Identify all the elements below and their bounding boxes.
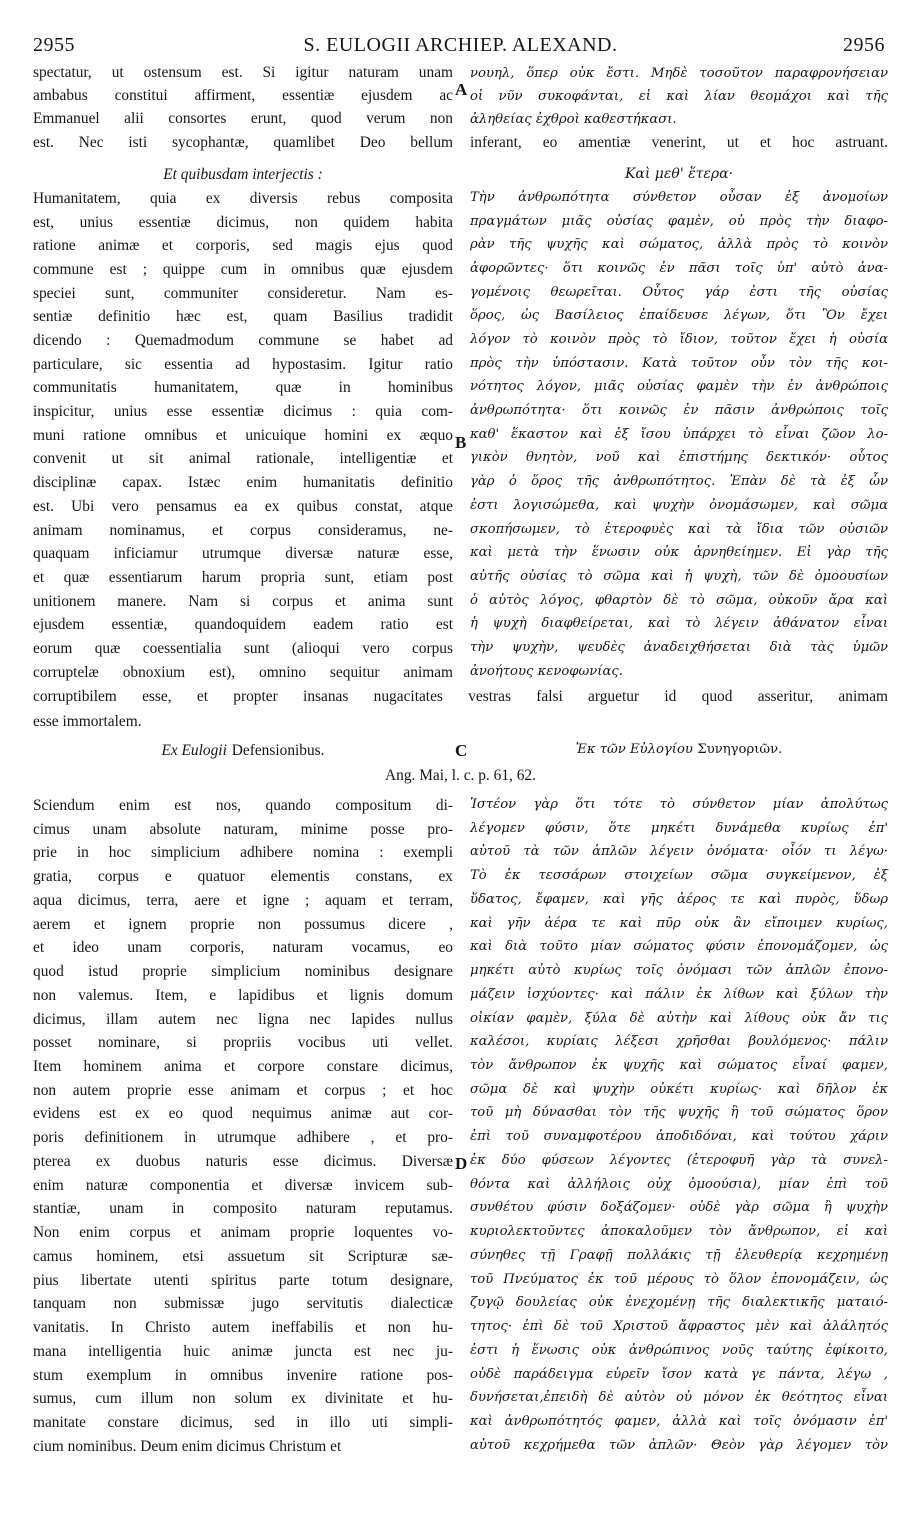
text-line: prie in hoc simplicium adhibere nomina : exempli: [33, 844, 453, 862]
greek-heading-synegorion: [470, 741, 888, 757]
text-line: μηκέτι αὐτὸ κυρίως τοῖς ὀνόμασι τῶν ἁπλῶν ἐπονο-: [470, 963, 888, 979]
text-line: evidens est ex eo quod nequimus animæ aut cor-: [33, 1105, 453, 1123]
margin-letter-c: C: [455, 741, 468, 760]
text-line: animam nominamus, et corpus consideramus, ne-: [33, 521, 453, 539]
text-line: aerem et ignem proprie non possumus dicere ,: [33, 915, 453, 933]
heading-italic-part: Ἐκ τῶν Εὐλογίου: [575, 742, 693, 757]
text-line: ρὰν τῆς ψυχῆς καὶ σώματος, ἀλλὰ πρὸς τὸ κοινὸν: [470, 237, 888, 253]
text-line: dicendo : Quemadmodum commune se habet ad: [33, 332, 453, 350]
text-line: γικὸν θνητὸν, νοῦ καὶ ἐπιστήμης δεκτικόν· οὗτος: [470, 450, 888, 466]
text-line: τοῦ μὴ δύνασθαι τὸν τῆς ψυχῆς ἢ τοῦ σώματος ὅρον: [470, 1105, 888, 1121]
text-line: ὁ αὐτὸς λόγος, φθαρτὸν δὲ τὸ σῶμα, οὐκοῦν ἄρα καὶ: [470, 592, 888, 608]
source-citation: Ang. Mai, l. c. p. 61, 62.: [385, 767, 536, 784]
page-title: S. EULOGII ARCHIEP. ALEXAND.: [303, 34, 618, 56]
column-number-right: 2956: [843, 34, 885, 56]
text-line: συνθέτου φύσιν δοξάζομεν· οὐδὲ γὰρ σῶμα ἢ ψυχὴν: [470, 1200, 888, 1216]
text-line: Τὴν ἀνθρωπότητα σύνθετον οὖσαν ἐξ ἀνομοίων: [470, 190, 888, 205]
text-line: eorum quæ coessentialia sunt (alioqui vero corpus: [33, 639, 453, 657]
text-line: et quæ essentiarum harum propria sunt, etiam post: [33, 568, 453, 586]
text-line: πραγμάτων μιᾶς οὐσίας φαμὲν, οὐ πρὸς τὴν διαφο-: [470, 213, 888, 229]
text-line: Ἰστέον γὰρ ὅτι τότε τὸ σύνθετον μίαν ἀπολύτως: [470, 797, 888, 812]
full-width-line: inferant, eo amentiæ venerint, ut et hoc astruant.: [470, 134, 888, 151]
text-line: non valemus. Item, e lapidibus et lignis domum: [33, 986, 453, 1004]
text-line: est. Ubi vero pensamus ea ex quibus constat, atque: [33, 497, 453, 515]
text-line: ἀνοήτους κενοφωνίας.: [470, 663, 623, 679]
text-line: aqua dicimus, terra, aere et igne ; aquam et terram,: [33, 891, 453, 909]
text-line: οἰκίαν φαμὲν, ξύλα δὲ αὐτὴν καὶ λίθους οὐκ ἄν τις: [470, 1010, 888, 1026]
text-line: τὴν ψυχὴν, ψευδὲς ἀναδειχθήσεται διὰ τὰς ὑμῶν: [470, 639, 888, 655]
text-line: enim naturæ componentia et diversæ invicem sub-: [33, 1176, 453, 1194]
text-line: ἐπὶ τοῦ συναμφοτέρου ἀποδιδόναι, καὶ τούτου χάριν: [470, 1129, 888, 1145]
text-line: λόγον τὸ κοινὸν πρὸς τὸ ἴδιον, τοῦτον ἔχει ἡ οὐσία: [470, 332, 888, 348]
text-line: pterea ex duobus naturis esse dicimus. Diversæ: [33, 1152, 453, 1170]
text-line: κυριολεκτοῦντες ἀποκαλοῦμεν τὸν ἄνθρωπον, εἰ καὶ: [470, 1224, 888, 1240]
text-line: cimus unam absolute naturam, minime posse pro-: [33, 820, 453, 838]
text-line: convenit ut sit animal rationale, intelligentiæ et: [33, 450, 453, 468]
text-line: καὶ γῆν ἀέρα τε καὶ πῦρ οὐκ ἂν εἴποιμεν κυρίως,: [470, 915, 888, 931]
text-line: δυνήσεται,ἐπειδὴ δὲ αὐτὸν οὐ μόνον ἐκ θεότητος εἶναι: [470, 1390, 888, 1406]
heading-roman-part: Defensionibus.: [231, 742, 325, 759]
text-line: ejusdem essentiæ, quandoquidem eadem ratio est: [33, 616, 453, 634]
text-line: Humanitatem, quia ex diversis rebus composita: [33, 190, 453, 207]
text-line: est. Nec isti sycophantæ, quamlibet Deo bellum: [33, 133, 453, 151]
text-line: spectatur, ut ostensum est. Si igitur naturam unam: [33, 64, 453, 81]
text-line: σκοπήσωμεν, τὸ ἑτεροφυὲς καὶ τὰ ἴδια τῶν οὐσιῶν: [470, 521, 888, 537]
text-line: non autem proprie esse animam et corpus ; et hoc: [33, 1081, 453, 1099]
text-line: gratia, corpus e quatuor elementis constans, ex: [33, 868, 453, 886]
margin-letter-d: D: [455, 1154, 468, 1173]
text-line: speciei sunt, communiter consideretur. Nam es-: [33, 284, 453, 302]
text-line: stantiæ, unam in composito naturam reputamus.: [33, 1200, 453, 1218]
text-line: γομένοις θεωρεῖται. Οὗτος γάρ ἐστι τῆς οὐσίας: [470, 284, 888, 300]
text-line: muni ratione omnibus et unicuique homini ex æquo: [33, 426, 453, 444]
text-line: cium nominibus. Deum enim dicimus Christum et: [33, 1437, 342, 1455]
text-line: καλέσοι, κυρίαις λέξεσι χρῆσθαι βουλόμενος· πάλιν: [470, 1034, 888, 1050]
text-line: τητος· ἐπὶ δὲ τοῦ Χριστοῦ ἄφραστος μὲν καὶ ἀλάλητός: [470, 1319, 888, 1335]
text-line: Τὸ ἐκ τεσσάρων στοιχείων σῶμα συγκείμενον, ἐξ: [470, 868, 888, 884]
text-line: ἀληθείας ἐχθροὶ καθεστήκασι.: [470, 112, 677, 128]
text-line: αὐτοῦ τὰ τῶν ἁπλῶν λέγειν ὀνόματα· οἷόν τι λέγω·: [470, 844, 888, 860]
text-line: πρὸς τὴν ὑπόστασιν. Κατὰ τοῦτον οὖν τὸν τῆς κοι-: [470, 355, 888, 371]
text-line: γὰρ ὁ ὅρος τῆς ἀνθρωπότητος. Ἐπὰν δὲ τὰ ἐξ ὧν: [470, 474, 888, 490]
text-line: αὐτοῦ κεχρήμεθα τῶν ἁπλῶν· Θεὸν γὰρ λέγομεν τὸν: [470, 1437, 888, 1453]
text-line: unitionem manere. Nam si corpus et anima sunt: [33, 592, 453, 610]
text-line: ἐστι λογισώμεθα, καὶ ψυχὴν ὀνομάσωμεν, καὶ σῶμα: [470, 497, 888, 513]
text-line: quod istud proprie simplicium nominibus designare: [33, 963, 453, 981]
full-width-line: esse immortalem.: [33, 713, 142, 730]
full-width-line: corruptibilem esse, et propter insanas nugacitates vestras falsi arguetur id quod asseritur, animam: [33, 688, 888, 705]
text-line: αὐτῆς οὐσίας τὸ σῶμα καὶ ἡ ψυχὴ, τῶν δὲ ὁμοουσίων: [470, 568, 888, 584]
text-line: mana intelligentia huic animæ juncta est nec ju-: [33, 1342, 453, 1360]
text-line: posset nominare, si propriis vocibus uti vellet.: [33, 1034, 453, 1052]
text-line: καθ' ἕκαστον καὶ ἐξ ἴσου ὑπάρχει τὸ εἶναι ζῶον λο-: [470, 426, 888, 442]
text-line: manitate constare dicimus, sed in illo uti simpli-: [33, 1413, 453, 1431]
text-line: communitatis humanitatem, quæ in hominibus: [33, 379, 453, 397]
text-line: ἡ ψυχὴ διαφθείρεται, καὶ τὸ λέγειν ἀθάνατον εἶναι: [470, 616, 888, 632]
text-line: ζυγῷ δουλείας οὐκ ἐνεχομένῃ τῆς διαλεκτικῆς ματαιό-: [470, 1295, 888, 1311]
text-line: οὐδὲ παράδειγμα εὑρεῖν ἴσον κατὰ γε πάντα, λέγω ,: [470, 1366, 888, 1382]
text-line: καὶ ἀνθρωπότητός φαμεν, ἀλλὰ καὶ τοῖς ὀνόμασιν ἐπ': [470, 1413, 888, 1429]
text-line: νουηλ, ὅπερ οὐκ ἔστι. Μηδὲ τοσοῦτον παραφρονήσειαν: [470, 66, 888, 81]
text-line: stum exemplum in omnibus invenire ratione pos-: [33, 1366, 453, 1384]
text-line: θόντα καὶ ἀλλήλοις οὐχ ὁμοούσια), μίαν ἐπὶ τοῦ: [470, 1176, 888, 1192]
text-line: οἱ νῦν συκοφάνται, εἰ καὶ λίαν θεομάχοι καὶ τῆς: [470, 89, 888, 105]
text-line: vanitatis. In Christo autem ineffabilis et non hu-: [33, 1319, 453, 1337]
text-line: est, unius essentiæ dicimus, non quidem habita: [33, 213, 453, 231]
text-line: Non enim corpus et animam proprie loquentes vo-: [33, 1224, 453, 1242]
text-line: ἀφορῶντες· ὅτι κοινῶς ἐν πᾶσι τοῖς ὑπ' αὐτὸ ἀνα-: [470, 261, 888, 277]
text-line: sumus, cum illum non solum ex divinitate et hu-: [33, 1390, 453, 1408]
text-line: ὕδατος, ἔφαμεν, καὶ γῆς ἀέρος τε καὶ πυρὸς, ὕδωρ: [470, 891, 888, 907]
text-line: ambabus constitui affirment, essentiæ ejusdem ac: [33, 87, 453, 105]
text-line: disciplinæ capax. Istæc enim humanitatis definitio: [33, 474, 453, 492]
latin-heading-defensionibus: [33, 741, 453, 760]
text-line: poris definitionem in utrumque adhibere , et pro-: [33, 1129, 453, 1147]
column-number-left: 2955: [33, 34, 75, 56]
text-line: Item hominem anima et corpore constare dicimus,: [33, 1058, 453, 1076]
text-line: σύνηθες τῇ Γραφῇ πολλάκις τῇ ἐλευθερίᾳ κεχρημένῃ: [470, 1247, 888, 1263]
text-line: Sciendum enim est nos, quando compositum di-: [33, 797, 453, 814]
text-line: τοῦ Πνεύματος ἐκ τοῦ μέρους τὸ ὅλον ἐπονομάζειν, ὡς: [470, 1271, 888, 1287]
text-line: corruptelæ obnoxium est), omnino sequitur animam: [33, 663, 453, 681]
text-line: νότητος λόγον, μιᾶς οὐσίας φαμὲν τὴν ἐν ἀνθρώποις: [470, 379, 888, 395]
heading-roman-part: Συνηγοριῶν.: [697, 742, 783, 757]
text-line: τὸν ἄνθρωπον ἐκ ψυχῆς καὶ σώματος εἶναί φαμεν,: [470, 1058, 888, 1074]
latin-heading-interjectis: Et quibusdam interjectis :: [163, 166, 323, 183]
text-line: tanquam non submissæ jugo servitutis dialecticæ: [33, 1295, 453, 1313]
text-line: σῶμα δὲ καὶ ψυχὴν οὐκέτι κυρίως· καὶ δῆλον ἐκ: [470, 1081, 888, 1097]
text-line: commune est ; quippe cum in omnibus quæ ejusdem: [33, 261, 453, 279]
text-line: λέγομεν φύσιν, ὅτε μηκέτι δυνάμεθα κυρίως ἐπ': [470, 820, 888, 836]
text-line: et ideo unam corporis, naturam vocamus, eo: [33, 939, 453, 957]
text-line: particulare, sic essentia ad hypostasim. Igitur ratio: [33, 355, 453, 373]
heading-italic-part: Ex Eulogii: [161, 742, 227, 759]
text-line: ἀνθρωπότητα· ὅτι κοινῶς ἐν πᾶσιν ἀνθρώποις τοῖς: [470, 403, 888, 419]
text-line: pius libertate utenti spiritus parte totum designare,: [33, 1271, 453, 1289]
text-line: ratione animæ et corporis, sed magis ejus quod: [33, 237, 453, 255]
greek-heading-meth-hetera: Καὶ μεθ' ἕτερα·: [624, 166, 734, 182]
margin-letter-b: B: [455, 433, 467, 452]
text-line: dicimus, illam autem nec ligna nec lapides nullus: [33, 1010, 453, 1028]
text-line: sentiæ definitio hæc est, quam Basilius tradidit: [33, 308, 453, 326]
text-line: inspicitur, unius esse essentiæ dicimus : quia com-: [33, 403, 453, 421]
text-line: camus hominem, etsi assuetum sit Scripturæ sæ-: [33, 1247, 453, 1265]
text-line: Emmanuel alii consortes erunt, quod verum non: [33, 110, 453, 128]
text-line: ἐστι ἡ ἕνωσις οὐκ ἀνθρώπινος νοῦς ταύτης ἐφίκοιτο,: [470, 1342, 888, 1358]
text-line: ὅρος, ὡς Βασίλειος ἐπαίδευσε λέγων, ὅτι Ὃν ἔχει: [470, 308, 888, 324]
margin-letter-a: A: [455, 80, 468, 99]
text-line: καὶ διὰ τοῦτο μίαν σώματος φύσιν ἐπονομάζομεν, ὡς: [470, 939, 888, 955]
text-line: καὶ μετὰ τὴν ἕνωσιν οὐκ ἀρνηθείημεν. Εἰ γὰρ τῆς: [470, 545, 888, 561]
text-line: ἐκ δύο φύσεων λέγοντες (ἑτεροφυῆ γὰρ τὰ συνελ-: [470, 1152, 888, 1168]
text-line: quaquam inficiamur utrumque diversæ naturæ esse,: [33, 545, 453, 563]
text-line: μάζειν ἰσχύοντες· καὶ πάλιν ἐκ λίθων καὶ ξύλων τὴν: [470, 986, 888, 1002]
